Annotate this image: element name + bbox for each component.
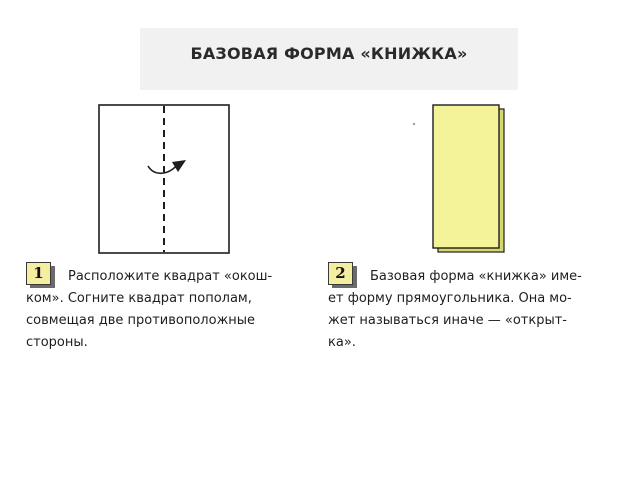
step-text	[26, 266, 308, 354]
step-number: 2	[328, 262, 353, 285]
step-2	[328, 262, 610, 362]
step-1	[26, 262, 308, 362]
step-text-line: жет называться иначе — «открыт-	[328, 313, 567, 328]
step-text-line: совмещая две противоположные	[26, 313, 256, 328]
step-text-line: ком». Согните квадрат пополам,	[26, 291, 252, 306]
step-text-line: ет форму прямоугольника. Она мо-	[328, 291, 572, 306]
step-text-line: стороны.	[26, 335, 88, 350]
step-text	[328, 266, 610, 354]
step-text-line: Базовая форма «книжка» име-	[370, 269, 582, 284]
step-text-line: Расположите квадрат «окош-	[68, 269, 273, 284]
square-fold-diagram	[98, 104, 230, 254]
page-title: БАЗОВАЯ ФОРМА «КНИЖКА»	[190, 44, 468, 63]
dot-mark	[413, 123, 415, 125]
step-number: 1	[26, 262, 51, 285]
book-form-diagram	[408, 100, 508, 255]
step-text-line: ка».	[328, 335, 356, 350]
paper-rectangle	[433, 105, 499, 248]
